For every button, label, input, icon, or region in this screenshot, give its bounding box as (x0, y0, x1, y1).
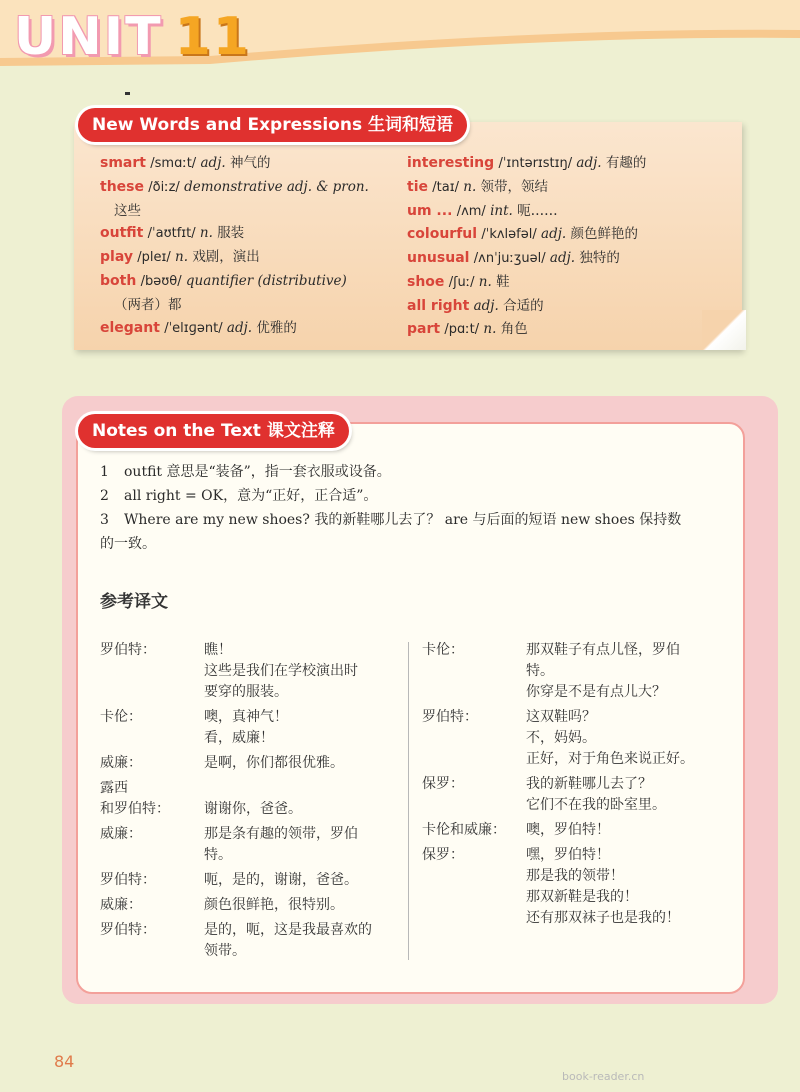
unit-title (14, 8, 251, 66)
vocab-meaning: 独特的 (579, 250, 620, 267)
vocab-part-of-speech: n. (463, 178, 477, 195)
vocab-word: um ... (407, 202, 453, 219)
vocab-phonetic: /ʌnˈjuːʒuəl/ (473, 251, 546, 267)
dialogue-line: 特。 (204, 847, 232, 863)
vocab-meaning: 这些 (114, 202, 141, 219)
dialogue-lines (204, 753, 400, 774)
dialogue-line: 瞧！ (204, 642, 232, 658)
note-text: all right = OK，意为“正好，正合适”。 (124, 488, 378, 504)
dialogue-line: 正好，对于角色来说正好。 (526, 751, 694, 767)
notes-section-title: Notes on the Text 课文注释 (78, 414, 349, 448)
vocab-entry (407, 295, 737, 318)
note-number: 2 (100, 488, 109, 504)
speaker-name: 卡伦： (422, 642, 464, 658)
vocab-part-of-speech: adj. (549, 250, 576, 267)
dialogue-lines (204, 707, 400, 749)
dialogue-speaker (422, 820, 526, 841)
vocab-phonetic: /ˈkʌləfəl/ (481, 227, 537, 243)
note-text: Where are my new shoes? 我的新鞋哪儿去了？ are 与后面的短语 new shoes 保持数 (124, 512, 682, 528)
note-text-continued: 的一致。 (100, 536, 156, 552)
vocab-word: all right (407, 297, 470, 314)
dialogue-speaker (422, 640, 526, 703)
vocab-entry (100, 152, 400, 176)
vocab-word: outfit (100, 225, 144, 242)
dialogue-speaker (100, 920, 204, 962)
dialogue-turn (422, 640, 732, 703)
vocab-part-of-speech: n. (175, 249, 189, 266)
dialogue-lines (204, 870, 400, 891)
speaker-name: 威廉： (100, 897, 142, 913)
dialogue-turn (422, 774, 732, 816)
vocab-meaning: 呃…… (517, 202, 558, 219)
vocab-meaning: 鞋 (496, 273, 510, 290)
dialogue-line: 谢谢你，爸爸。 (204, 801, 302, 817)
dialogue-line: 噢，罗伯特！ (526, 822, 610, 838)
dialogue-line: 还有那双袜子也是我的！ (526, 910, 680, 926)
vocab-entry (407, 271, 737, 295)
speaker-name: 罗伯特： (100, 872, 156, 888)
note-number: 3 (100, 512, 109, 528)
dialogue-speaker (100, 640, 204, 703)
vocab-word: interesting (407, 155, 495, 171)
dialogue-line: 呃，是的，谢谢，爸爸。 (204, 872, 358, 888)
vocab-entry (407, 318, 737, 342)
vocab-entry (100, 270, 400, 294)
speaker-name: 罗伯特： (100, 922, 156, 938)
vocab-meaning: 神气的 (229, 155, 271, 171)
dialogue-speaker (100, 707, 204, 749)
vocabulary-section-title: New Words and Expressions 生词和短语 (78, 108, 467, 142)
vocab-phonetic: /pɑːt/ (444, 321, 480, 337)
dialogue-turn (100, 824, 400, 866)
note-number: 1 (100, 464, 109, 480)
vocab-phonetic: /ˈelɪɡənt/ (164, 320, 223, 336)
dialogue-speaker (100, 824, 204, 866)
unit-word: UNIT (14, 7, 163, 67)
vocab-meaning: 优雅的 (256, 319, 297, 336)
watermark: book-reader.cn (562, 1070, 645, 1083)
vocab-part-of-speech: adj. (541, 226, 567, 243)
speaker-name: 保罗： (422, 776, 464, 792)
dialogue-line: 是啊，你们都很优雅。 (204, 755, 344, 771)
vocab-phonetic: /taɪ/ (432, 179, 459, 195)
vocab-phonetic: /ˈaʊtfɪt/ (147, 226, 196, 242)
vocab-entry (407, 247, 737, 271)
dialogue-lines (204, 920, 400, 962)
vocab-entry (407, 152, 737, 176)
vocab-word: these (100, 178, 144, 195)
dialogue-speaker (100, 870, 204, 891)
dialogue-line: 那双鞋子有点儿怪，罗伯 (526, 642, 680, 658)
vocab-phonetic: /ðiːz/ (148, 179, 180, 195)
decorative-dot (125, 92, 130, 95)
dialogue-line: 要穿的服装。 (204, 684, 288, 700)
dialogue-turn (100, 870, 400, 891)
dialogue-line: 嘿，罗伯特！ (526, 847, 610, 863)
dialogue-line: 那是我的领带！ (526, 868, 624, 884)
dialogue-line: 颜色很鲜艳，很特别。 (204, 897, 344, 913)
vocab-meaning: 服装 (217, 225, 245, 242)
dialogue-lines (526, 707, 732, 770)
vocab-word: smart (100, 155, 146, 171)
dialogue-speaker (100, 778, 204, 820)
vocab-meaning: 领带，领结 (480, 178, 549, 195)
vocab-word: elegant (100, 319, 160, 336)
note-item (100, 508, 720, 532)
vocab-meaning: 颜色鲜艳的 (570, 226, 638, 243)
dialogue-turn (100, 778, 400, 820)
vocab-part-of-speech: demonstrative adj. & pron. (184, 178, 369, 195)
vocab-phonetic: /bəʊθ/ (140, 273, 182, 289)
notes-list (100, 460, 720, 556)
dialogue-speaker (422, 845, 526, 929)
speaker-name: 罗伯特： (100, 642, 156, 658)
dialogue-turn (422, 707, 732, 770)
dialogue-turn (100, 707, 400, 749)
vocab-meaning: 合适的 (503, 297, 544, 314)
vocab-meaning: （两者）都 (114, 296, 182, 313)
speaker-name: 卡伦和威廉： (422, 822, 506, 838)
dialogue-lines (204, 824, 400, 866)
vocab-part-of-speech: n. (478, 273, 492, 290)
dialogue-lines (204, 640, 400, 703)
dialogue-line: 是的，呃，这是我最喜欢的 (204, 922, 372, 938)
vocab-part-of-speech: n. (199, 225, 213, 242)
dialogue-lines (526, 774, 732, 816)
vocab-word: colourful (407, 226, 478, 243)
vocab-phonetic: /pleɪ/ (137, 250, 171, 266)
column-divider (408, 642, 409, 960)
vocab-meaning: 戏剧，演出 (192, 249, 260, 266)
speaker-name: 保罗： (422, 847, 464, 863)
vocab-entry (407, 176, 737, 200)
vocab-word: play (100, 249, 133, 266)
dialogue-line: 看，威廉！ (204, 730, 274, 746)
dialogue-line: 领带。 (204, 943, 246, 959)
vocab-entry (407, 200, 737, 224)
dialogue-speaker (422, 774, 526, 816)
vocab-part-of-speech: n. (483, 320, 497, 337)
dialogue-speaker (100, 753, 204, 774)
dialogue-speaker (100, 895, 204, 916)
vocabulary-column-left (100, 152, 400, 340)
dialogue-lines (526, 845, 732, 929)
dialogue-lines (526, 820, 732, 841)
vocab-part-of-speech: quantifier (distributive) (185, 272, 347, 289)
vocab-phonetic: /smɑːt/ (150, 156, 197, 171)
vocab-entry (100, 176, 400, 200)
vocab-phonetic: /ˈɪntərɪstɪŋ/ (498, 156, 573, 171)
dialogue-line: 那是条有趣的领带，罗伯 (204, 826, 358, 842)
note-item (100, 484, 720, 508)
dialogue-lines (204, 778, 400, 820)
vocab-part-of-speech: int. (490, 202, 513, 219)
vocab-word: part (407, 320, 441, 337)
dialogue-turn (422, 845, 732, 929)
speaker-name: 罗伯特： (422, 709, 478, 725)
vocab-entry-continued (100, 200, 400, 223)
dialogue-line: 特。 (526, 663, 554, 679)
dialogue-lines (204, 895, 400, 916)
vocab-meaning: 有趣的 (605, 155, 647, 171)
dialogue-turn (422, 820, 732, 841)
note-text: outfit 意思是“装备”，指一套衣服或设备。 (124, 464, 391, 480)
dialogue-column-left (100, 640, 400, 966)
vocab-word: tie (407, 178, 428, 195)
dialogue-turn (100, 753, 400, 774)
vocab-entry (407, 223, 737, 247)
dialogue-line: 不，妈妈。 (526, 730, 596, 746)
dialogue-lines (526, 640, 732, 703)
dialogue-line: 你穿是不是有点儿大？ (526, 684, 666, 700)
note-item (100, 460, 720, 484)
vocab-phonetic: /ʃuː/ (448, 274, 475, 290)
vocab-part-of-speech: adj. (226, 319, 253, 336)
dialogue-column-right (422, 640, 732, 933)
dialogue-line (204, 778, 400, 799)
dialogue-line: 那双新鞋是我的！ (526, 889, 638, 905)
vocab-entry (100, 222, 400, 246)
vocab-word: both (100, 272, 137, 289)
speaker-name: 露西 (100, 780, 128, 796)
vocab-entry (100, 317, 400, 341)
vocab-entry-continued (100, 294, 400, 317)
speaker-name: 和罗伯特： (100, 801, 170, 817)
vocab-part-of-speech: adj. (473, 297, 499, 314)
dialogue-turn (100, 640, 400, 703)
speaker-name: 卡伦： (100, 709, 142, 725)
dialogue-turn (100, 920, 400, 962)
vocab-word: shoe (407, 273, 445, 290)
dialogue-line: 这些是我们在学校演出时 (204, 663, 358, 679)
dialogue-line: 我的新鞋哪儿去了？ (526, 776, 652, 792)
speaker-name: 威廉： (100, 755, 142, 771)
dialogue-turn (100, 895, 400, 916)
unit-number: 11 (174, 7, 251, 67)
vocab-phonetic: /ʌm/ (456, 203, 486, 219)
vocabulary-column-right (407, 152, 737, 341)
page-number: 84 (54, 1052, 75, 1071)
vocab-part-of-speech: adj. (576, 155, 602, 171)
vocab-entry (100, 246, 400, 270)
dialogue-line: 噢，真神气！ (204, 709, 288, 725)
vocab-meaning: 角色 (500, 320, 528, 337)
dialogue-line: 这双鞋吗？ (526, 709, 596, 725)
translation-title: 参考译文 (100, 592, 168, 612)
speaker-name: 威廉： (100, 826, 142, 842)
vocab-word: unusual (407, 250, 470, 267)
vocab-part-of-speech: adj. (200, 155, 226, 171)
dialogue-speaker (422, 707, 526, 770)
dialogue-line: 它们不在我的卧室里。 (526, 797, 666, 813)
